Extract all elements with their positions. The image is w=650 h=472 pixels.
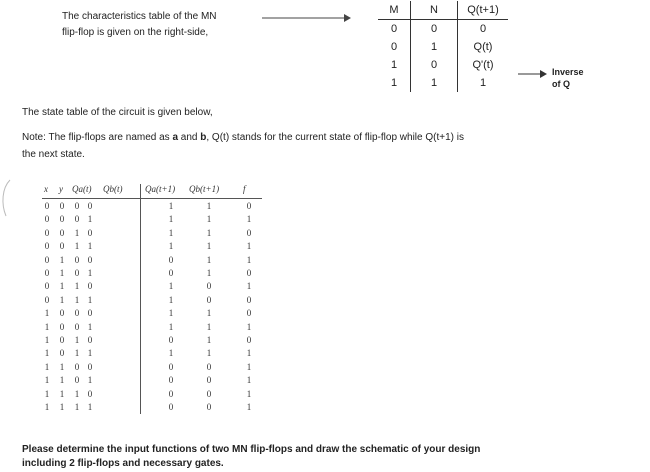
cell-qa-next: 1: [168, 321, 174, 332]
column-divider: [140, 184, 141, 414]
cell-qb: 0: [87, 361, 93, 372]
cell-y: 1: [59, 361, 65, 372]
cell-qa-next: 0: [168, 254, 174, 265]
cell-qb-next: 0: [206, 388, 212, 399]
cell-qa: 0: [74, 201, 80, 211]
cell-m: 0: [390, 23, 398, 35]
header-n: N: [411, 1, 458, 20]
header-qa-next: Qa(t+1): [145, 184, 176, 194]
cell-x: 1: [44, 388, 50, 399]
cell-f: 0: [246, 227, 252, 238]
cell-x: 0: [44, 268, 50, 278]
cell-n: 0: [411, 56, 458, 74]
header-divider: [42, 198, 262, 199]
header-qb: Qb(t): [103, 184, 123, 194]
cell-x: 1: [44, 348, 50, 359]
cell-y: 0: [59, 321, 65, 332]
cell-f: 1: [246, 254, 252, 265]
cell-qb: 1: [87, 214, 93, 225]
table-header-row: [378, 1, 508, 20]
cell-qa-next: 0: [168, 388, 174, 399]
cell-f: 0: [246, 335, 252, 345]
cell-f: 1: [246, 241, 252, 252]
cell-q-next: 1: [479, 77, 487, 89]
cell-x: 0: [44, 281, 50, 292]
cell-y: 1: [59, 281, 65, 292]
cell-q-next: Q'(t): [472, 59, 494, 71]
cell-m: 0: [390, 41, 398, 53]
cell-qb: 0: [87, 227, 93, 238]
flip-flop-b-name: b: [200, 132, 207, 143]
cell-y: 0: [59, 335, 65, 345]
cell-qa-next: 1: [168, 308, 174, 319]
cell-x: 0: [44, 294, 50, 305]
cell-qa-next: 0: [168, 335, 174, 345]
header-x: x: [44, 184, 48, 194]
cell-qa-next: 1: [168, 201, 174, 211]
header-m: M: [378, 1, 411, 20]
cell-f: 1: [246, 375, 252, 386]
state-table-intro: The state table of the circuit is given below,: [22, 107, 213, 118]
cell-qb-next: 0: [206, 294, 212, 305]
cell-qa-next: 0: [168, 268, 174, 278]
cell-f: 1: [246, 214, 252, 225]
cell-n: 1: [411, 74, 458, 92]
cell-m: 1: [390, 77, 398, 89]
cell-f: 1: [246, 388, 252, 399]
cell-x: 0: [44, 254, 50, 265]
cell-y: 1: [59, 402, 65, 412]
cell-qb-next: 1: [206, 348, 212, 359]
cell-qb: 0: [87, 388, 93, 399]
cell-qb-next: 1: [206, 201, 212, 211]
cell-qa: 0: [74, 268, 80, 278]
cell-y: 0: [59, 201, 65, 211]
cell-y: 0: [59, 214, 65, 225]
question-line-2: including 2 flip-flops and necessary gates.: [22, 458, 224, 469]
cell-qb: 1: [87, 294, 93, 305]
cell-qb-next: 1: [206, 227, 212, 238]
cell-q-next: 0: [479, 23, 487, 35]
cell-x: 1: [44, 321, 50, 332]
cell-f: 1: [246, 348, 252, 359]
cell-qb-next: 1: [206, 241, 212, 252]
cell-y: 1: [59, 388, 65, 399]
cell-n: 0: [411, 20, 458, 39]
intro-line-2: flip-flop is given on the right-side,: [62, 27, 209, 38]
cell-qa: 1: [74, 335, 80, 345]
cell-x: 1: [44, 402, 50, 412]
header-qa: Qa(t): [72, 184, 92, 194]
inverse-annotation: [552, 66, 584, 90]
cell-m: 1: [390, 59, 398, 71]
note-line-2: the next state.: [22, 149, 85, 160]
cell-qb-next: 0: [206, 375, 212, 386]
cell-qb: 1: [87, 402, 93, 412]
question-text: [22, 443, 582, 471]
cell-qa-next: 0: [168, 361, 174, 372]
cell-qb-next: 1: [206, 268, 212, 278]
cell-qb-next: 0: [206, 281, 212, 292]
cell-qa-next: 0: [168, 402, 174, 412]
header-y: y: [59, 184, 63, 194]
cell-qa-next: 1: [168, 281, 174, 292]
cell-qb: 0: [87, 201, 93, 211]
cell-y: 1: [59, 294, 65, 305]
cell-qa-next: 1: [168, 348, 174, 359]
flip-flop-a-name: a: [172, 132, 179, 143]
cell-qb-next: 1: [206, 335, 212, 345]
cell-f: 0: [246, 268, 252, 278]
note-line-1: Note: The flip-flops are named as a and b, Q(t) stands for the current state of flip-flop while Q(t+1) is: [22, 132, 464, 143]
cell-f: 0: [246, 201, 252, 211]
annotation-line-2: of Q: [552, 79, 570, 89]
cell-qa: 1: [74, 294, 80, 305]
cell-qb-next: 1: [206, 254, 212, 265]
cell-qb: 0: [87, 281, 93, 292]
table-row: [378, 74, 508, 92]
scan-edge-mark: [0, 178, 12, 218]
header-qb-next: Qb(t+1): [189, 184, 220, 194]
header-q-next: Q(t+1): [458, 1, 509, 20]
cell-y: 0: [59, 348, 65, 359]
table-row: [378, 20, 508, 39]
cell-qa: 0: [74, 375, 80, 386]
cell-qa-next: 1: [168, 294, 174, 305]
cell-qa: 1: [74, 402, 80, 412]
note-text: [22, 129, 542, 163]
table-row: [378, 38, 508, 56]
cell-x: 0: [44, 214, 50, 225]
cell-qa: 1: [74, 281, 80, 292]
cell-qb: 1: [87, 321, 93, 332]
cell-n: 1: [411, 38, 458, 56]
cell-f: 1: [246, 361, 252, 372]
cell-qa-next: 1: [168, 214, 174, 225]
cell-qb: 0: [87, 308, 93, 319]
intro-line-1: The characteristics table of the MN: [62, 11, 217, 22]
cell-y: 0: [59, 227, 65, 238]
cell-y: 1: [59, 375, 65, 386]
cell-qb: 0: [87, 335, 93, 345]
cell-qb-next: 1: [206, 214, 212, 225]
annotation-line-1: Inverse: [552, 67, 584, 77]
cell-qa: 1: [74, 227, 80, 238]
cell-y: 1: [59, 254, 65, 265]
cell-qb-next: 1: [206, 308, 212, 319]
cell-x: 1: [44, 361, 50, 372]
cell-f: 1: [246, 402, 252, 412]
cell-x: 0: [44, 241, 50, 252]
cell-qa: 1: [74, 388, 80, 399]
cell-f: 0: [246, 294, 252, 305]
table-row: [378, 56, 508, 74]
header-f: f: [243, 184, 246, 194]
cell-x: 0: [44, 201, 50, 211]
cell-f: 1: [246, 321, 252, 332]
cell-qa: 0: [74, 254, 80, 265]
cell-qa: 1: [74, 241, 80, 252]
arrow-right-icon: [262, 12, 352, 24]
cell-qb-next: 1: [206, 321, 212, 332]
cell-f: 0: [246, 308, 252, 319]
question-line-1: Please determine the input functions of two MN flip-flops and draw the schematic of your design: [22, 444, 481, 455]
cell-x: 1: [44, 335, 50, 345]
cell-q-next: Q(t): [473, 41, 493, 53]
cell-qb: 1: [87, 348, 93, 359]
cell-qa: 0: [74, 321, 80, 332]
mn-characteristic-table: [378, 1, 508, 92]
cell-qa-next: 1: [168, 227, 174, 238]
cell-qa: 0: [74, 214, 80, 225]
cell-qa: 1: [74, 348, 80, 359]
cell-x: 1: [44, 308, 50, 319]
cell-qa: 0: [74, 308, 80, 319]
arrow-right-icon: [518, 69, 548, 79]
cell-f: 1: [246, 281, 252, 292]
cell-qa: 0: [74, 361, 80, 372]
cell-qb: 0: [87, 254, 93, 265]
cell-x: 0: [44, 227, 50, 238]
cell-y: 0: [59, 308, 65, 319]
cell-qb-next: 0: [206, 402, 212, 412]
cell-y: 1: [59, 268, 65, 278]
cell-y: 0: [59, 241, 65, 252]
cell-qb-next: 0: [206, 361, 212, 372]
cell-qa-next: 1: [168, 241, 174, 252]
cell-qa-next: 0: [168, 375, 174, 386]
cell-qb: 1: [87, 268, 93, 278]
cell-x: 1: [44, 375, 50, 386]
cell-qb: 1: [87, 241, 93, 252]
intro-text: [62, 9, 262, 41]
cell-qb: 1: [87, 375, 93, 386]
